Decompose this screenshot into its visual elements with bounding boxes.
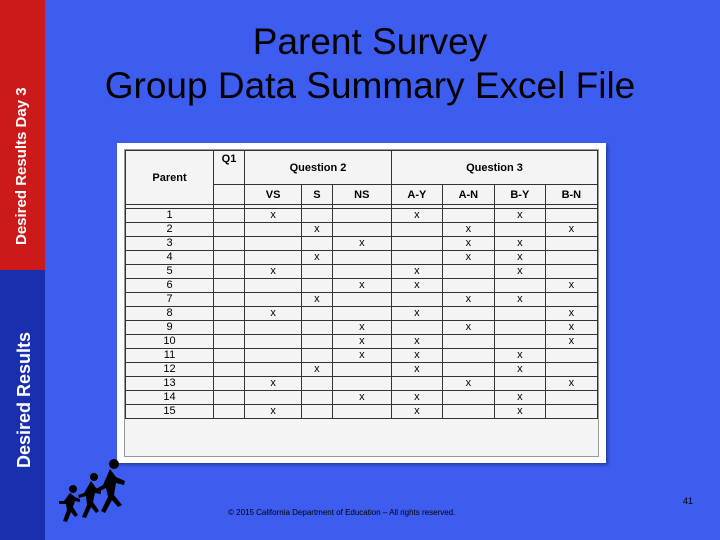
- parent-number-cell: 6: [126, 279, 214, 293]
- response-cell: x: [494, 209, 545, 223]
- response-cell: [332, 363, 391, 377]
- response-cell: [545, 391, 597, 405]
- response-cell: x: [302, 293, 332, 307]
- response-cell: [214, 363, 245, 377]
- response-cell: [302, 349, 332, 363]
- response-cell: x: [494, 293, 545, 307]
- parent-number-cell: 4: [126, 251, 214, 265]
- response-cell: [442, 363, 494, 377]
- response-cell: x: [332, 349, 391, 363]
- response-cell: x: [442, 293, 494, 307]
- response-cell: [214, 377, 245, 391]
- response-cell: [494, 223, 545, 237]
- response-cell: [392, 237, 443, 251]
- response-cell: [494, 335, 545, 349]
- subheader-s: S: [302, 185, 332, 205]
- table-row: [126, 335, 598, 349]
- response-cell: [332, 405, 391, 419]
- parent-number-cell: 9: [126, 321, 214, 335]
- response-cell: [214, 237, 245, 251]
- response-cell: [214, 209, 245, 223]
- response-cell: x: [332, 237, 391, 251]
- response-cell: [245, 237, 302, 251]
- parent-number-cell: 12: [126, 363, 214, 377]
- response-cell: [245, 321, 302, 335]
- response-cell: [332, 209, 391, 223]
- parent-number-cell: 10: [126, 335, 214, 349]
- response-cell: [332, 293, 391, 307]
- slide-title: [70, 20, 670, 108]
- response-cell: x: [245, 307, 302, 321]
- response-cell: [494, 321, 545, 335]
- response-cell: x: [545, 321, 597, 335]
- title-line-2: Group Data Summary Excel File: [104, 65, 636, 106]
- response-cell: [494, 279, 545, 293]
- response-cell: [392, 377, 443, 391]
- response-cell: x: [392, 265, 443, 279]
- response-cell: [245, 349, 302, 363]
- response-cell: [494, 307, 545, 321]
- response-cell: [214, 307, 245, 321]
- response-cell: [392, 251, 443, 265]
- response-cell: [545, 349, 597, 363]
- response-cell: [442, 405, 494, 419]
- response-cell: x: [302, 363, 332, 377]
- response-cell: x: [545, 223, 597, 237]
- response-cell: [442, 265, 494, 279]
- response-cell: [214, 349, 245, 363]
- response-cell: [302, 307, 332, 321]
- response-cell: [214, 335, 245, 349]
- response-cell: [245, 335, 302, 349]
- table-row: [126, 209, 598, 223]
- response-cell: x: [545, 377, 597, 391]
- response-cell: [442, 279, 494, 293]
- response-cell: x: [245, 377, 302, 391]
- response-cell: x: [494, 391, 545, 405]
- response-cell: x: [494, 251, 545, 265]
- running-children-icon: [56, 455, 131, 525]
- response-cell: [245, 251, 302, 265]
- table-row: [126, 307, 598, 321]
- response-cell: [245, 223, 302, 237]
- parent-header: Parent: [126, 151, 214, 205]
- response-cell: [442, 335, 494, 349]
- response-cell: x: [442, 321, 494, 335]
- title-line-1: Parent Survey: [252, 21, 488, 62]
- response-cell: x: [494, 349, 545, 363]
- sidebar-top-label: Desired Results Day 3: [13, 87, 30, 245]
- data-table-image: [117, 143, 606, 463]
- response-cell: [545, 209, 597, 223]
- response-cell: [545, 237, 597, 251]
- response-cell: x: [494, 265, 545, 279]
- response-cell: x: [392, 405, 443, 419]
- response-cell: [214, 265, 245, 279]
- response-cell: [392, 321, 443, 335]
- response-cell: [545, 265, 597, 279]
- response-cell: x: [494, 363, 545, 377]
- response-cell: [545, 251, 597, 265]
- question-2-header: Question 2: [245, 151, 392, 185]
- response-cell: [545, 405, 597, 419]
- response-cell: [332, 223, 391, 237]
- response-cell: [332, 251, 391, 265]
- response-cell: x: [392, 335, 443, 349]
- response-cell: x: [332, 335, 391, 349]
- response-cell: [245, 391, 302, 405]
- response-cell: [302, 335, 332, 349]
- response-cell: [302, 391, 332, 405]
- response-cell: [332, 377, 391, 391]
- table-row: [126, 321, 598, 335]
- response-cell: [245, 279, 302, 293]
- response-cell: [214, 223, 245, 237]
- response-cell: [332, 307, 391, 321]
- subheader-a-y: A-Y: [392, 185, 443, 205]
- response-cell: x: [392, 209, 443, 223]
- table-row: [126, 349, 598, 363]
- table-row: [126, 377, 598, 391]
- table-row: [126, 237, 598, 251]
- parent-number-cell: 1: [126, 209, 214, 223]
- subheader-a-n: A-N: [442, 185, 494, 205]
- subheader-vs: VS: [245, 185, 302, 205]
- response-cell: [302, 377, 332, 391]
- response-cell: x: [245, 209, 302, 223]
- response-cell: x: [442, 237, 494, 251]
- response-cell: [214, 251, 245, 265]
- sidebar-bottom-label: Desired Results: [14, 331, 34, 468]
- response-cell: [545, 363, 597, 377]
- response-cell: [214, 391, 245, 405]
- response-cell: x: [392, 391, 443, 405]
- parent-number-cell: 13: [126, 377, 214, 391]
- response-cell: x: [245, 405, 302, 419]
- response-cell: [214, 405, 245, 419]
- response-cell: [302, 265, 332, 279]
- data-table-frame: [124, 149, 599, 457]
- q1-subheader: [214, 185, 245, 205]
- response-cell: x: [494, 405, 545, 419]
- response-cell: x: [392, 363, 443, 377]
- response-cell: [302, 237, 332, 251]
- response-cell: [245, 293, 302, 307]
- parent-number-cell: 8: [126, 307, 214, 321]
- table-row: [126, 223, 598, 237]
- response-cell: x: [392, 307, 443, 321]
- response-cell: x: [392, 279, 443, 293]
- page-number: 41: [683, 496, 694, 506]
- response-cell: x: [442, 251, 494, 265]
- response-cell: x: [545, 335, 597, 349]
- response-cell: x: [332, 321, 391, 335]
- table-row: [126, 363, 598, 377]
- response-cell: x: [392, 349, 443, 363]
- response-cell: [392, 223, 443, 237]
- response-cell: x: [332, 391, 391, 405]
- response-cell: x: [545, 307, 597, 321]
- question-3-header: Question 3: [392, 151, 598, 185]
- response-cell: [442, 307, 494, 321]
- response-cell: [442, 209, 494, 223]
- table-row: [126, 391, 598, 405]
- response-cell: [442, 391, 494, 405]
- q1-header: Q1: [214, 151, 245, 185]
- table-row: [126, 251, 598, 265]
- copyright-footer: © 2015 California Department of Education – All rights reserved.: [228, 508, 456, 517]
- response-cell: x: [494, 237, 545, 251]
- subheader-ns: NS: [332, 185, 391, 205]
- response-cell: [392, 293, 443, 307]
- response-cell: [245, 363, 302, 377]
- survey-data-table: [125, 150, 598, 419]
- response-cell: x: [545, 279, 597, 293]
- parent-number-cell: 3: [126, 237, 214, 251]
- table-row: [126, 405, 598, 419]
- response-cell: x: [302, 251, 332, 265]
- parent-number-cell: 11: [126, 349, 214, 363]
- parent-number-cell: 14: [126, 391, 214, 405]
- response-cell: x: [302, 223, 332, 237]
- response-cell: [494, 377, 545, 391]
- table-row: [126, 279, 598, 293]
- response-cell: [302, 405, 332, 419]
- subheader-b-y: B-Y: [494, 185, 545, 205]
- response-cell: x: [332, 279, 391, 293]
- parent-number-cell: 7: [126, 293, 214, 307]
- sidebar-strip: [0, 0, 45, 540]
- response-cell: [545, 293, 597, 307]
- parent-number-cell: 5: [126, 265, 214, 279]
- response-cell: [214, 293, 245, 307]
- response-cell: [214, 279, 245, 293]
- response-cell: x: [442, 223, 494, 237]
- response-cell: [442, 349, 494, 363]
- parent-number-cell: 15: [126, 405, 214, 419]
- response-cell: [332, 265, 391, 279]
- table-body: [126, 205, 598, 419]
- table-row: [126, 293, 598, 307]
- response-cell: x: [442, 377, 494, 391]
- parent-number-cell: 2: [126, 223, 214, 237]
- table-row: [126, 265, 598, 279]
- subheader-b-n: B-N: [545, 185, 597, 205]
- response-cell: [302, 279, 332, 293]
- response-cell: x: [245, 265, 302, 279]
- response-cell: [302, 321, 332, 335]
- response-cell: [302, 209, 332, 223]
- response-cell: [214, 321, 245, 335]
